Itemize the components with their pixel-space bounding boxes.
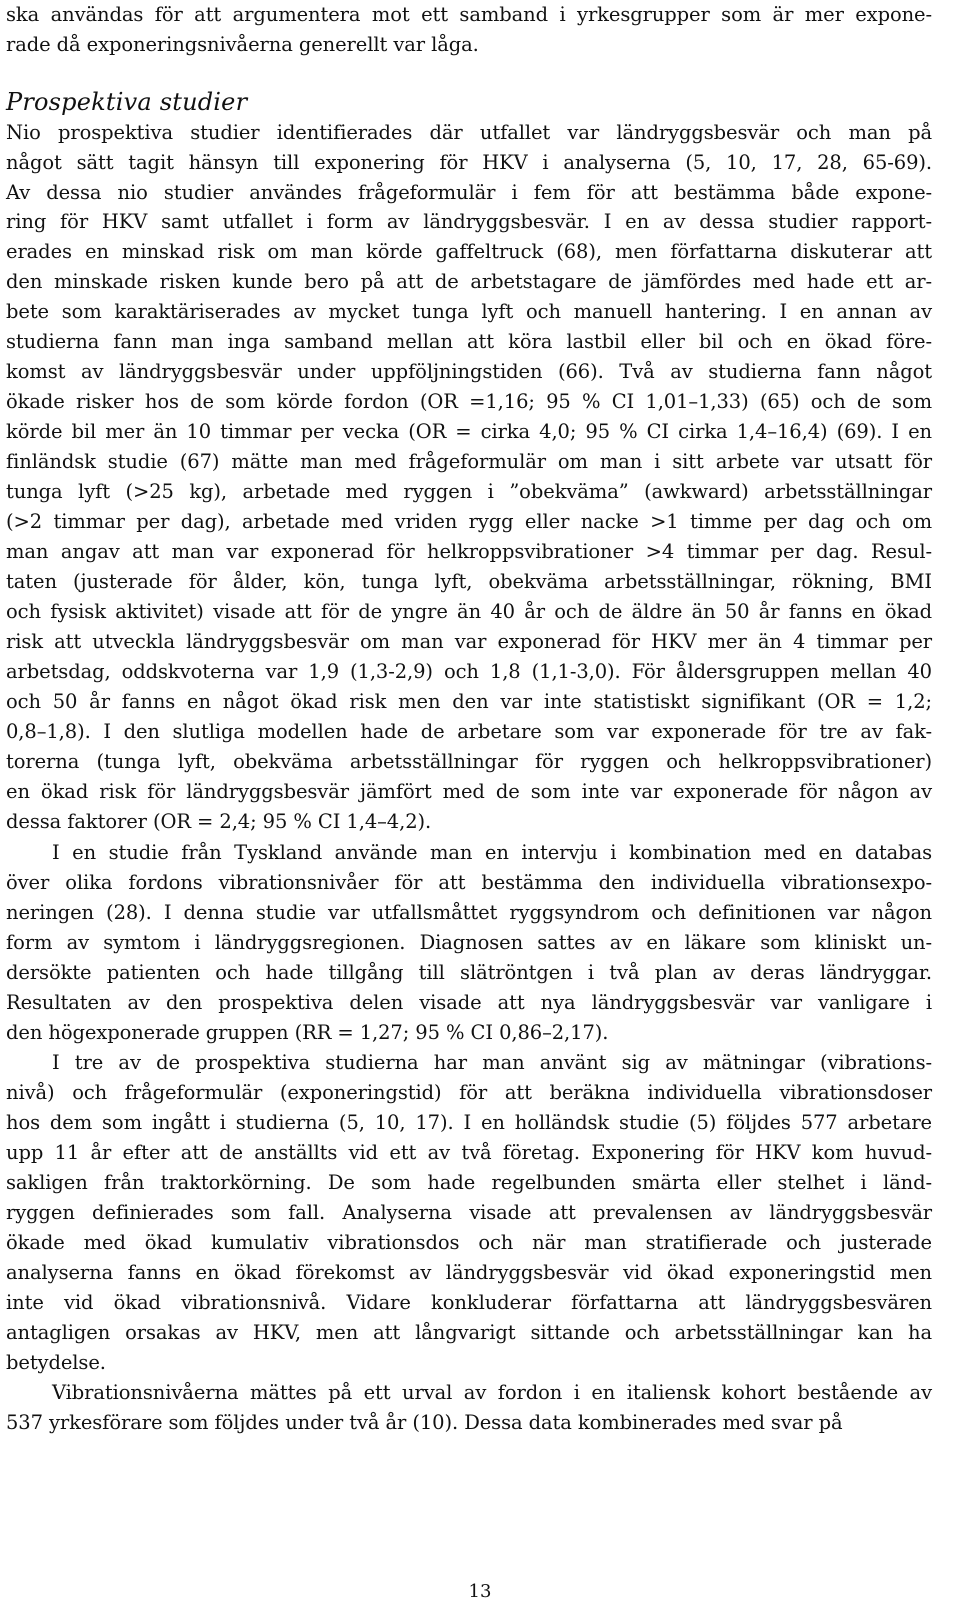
- paragraph-line: Vibrationsnivåerna mättes på ett urval av fordon i en italiensk kohort bestående av: [52, 1381, 932, 1404]
- paragraph-line: den högexponerade gruppen (RR = 1,27; 95 % CI 0,86–2,17).: [6, 1021, 609, 1044]
- paragraph-line: taten (justerade för ålder, kön, tunga lyft, obekväma arbetsställningar, rökning, BMI: [6, 570, 932, 593]
- paragraph-line: antagligen orsakas av HKV, men att långvarigt sittande och arbetsställningar kan ha: [6, 1321, 932, 1344]
- paragraph-line: arbetsdag, oddskvoterna var 1,9 (1,3-2,9) och 1,8 (1,1-3,0). För åldersgruppen mellan 40: [6, 660, 932, 683]
- paragraph-line: Resultaten av den prospektiva delen visade att nya ländryggsbesvär var vanligare i: [6, 991, 932, 1014]
- paragraph-line: dersökte patienten och hade tillgång till slätröntgen i två plan av deras ländryggar.: [6, 961, 932, 984]
- paragraph-line: 537 yrkesförare som följdes under två år (10). Dessa data kombinerades med svar på: [6, 1411, 843, 1434]
- paragraph-line: torerna (tunga lyft, obekväma arbetsställningar för ryggen och helkroppsvibrationer): [6, 750, 932, 773]
- paragraph-line: ökade risker hos de som körde fordon (OR =1,16; 95 % CI 1,01–1,33) (65) och de som: [6, 390, 932, 413]
- paragraph-line: Av dessa nio studier användes frågeformulär i fem för att bestämma både expone-: [6, 181, 932, 204]
- paragraph-line: Nio prospektiva studier identifierades där utfallet var ländryggsbesvär och man på: [6, 121, 932, 144]
- paragraph-line: upp 11 år efter att de anställts vid ett av två företag. Exponering för HKV kom huvud-: [6, 1141, 932, 1164]
- paragraph-line: och fysisk aktivitet) visade att för de yngre än 40 år och de äldre än 50 år fanns en ökad: [6, 600, 932, 623]
- paragraph-line: hos dem som ingått i studierna (5, 10, 17). I en holländsk studie (5) följdes 577 arbetare: [6, 1111, 932, 1134]
- section-heading: Prospektiva studier: [6, 88, 248, 116]
- paragraph-line: analyserna fanns en ökad förekomst av ländryggsbesvär vid ökad exponeringstid men: [6, 1261, 932, 1284]
- page-number: 13: [468, 1581, 492, 1602]
- paragraph-line: 0,8–1,8). I den slutliga modellen hade de arbetare som var exponerade för tre av fak-: [6, 720, 932, 743]
- paragraph-line: ökade med ökad kumulativ vibrationsdos och när man stratifierade och justerade: [6, 1231, 932, 1254]
- paragraph-line: och 50 år fanns en något ökad risk men den var inte statistiskt signifikant (OR = 1,2;: [6, 690, 932, 713]
- paragraph-line: rade då exponeringsnivåerna generellt var låga.: [6, 33, 479, 56]
- paragraph-line: ska användas för att argumentera mot ett samband i yrkesgrupper som är mer expone-: [6, 3, 932, 26]
- paragraph-line: tunga lyft (>25 kg), arbetade med ryggen i ”obekväma” (awkward) arbetsställningar: [6, 480, 932, 503]
- paragraph-line: form av symtom i ländryggsregionen. Diagnosen sattes av en läkare som kliniskt un-: [6, 931, 932, 954]
- paragraph-line: risk att utveckla ländryggsbesvär om man var exponerad för HKV mer än 4 timmar per: [6, 630, 932, 653]
- paragraph-line: en ökad risk för ländryggsbesvär jämfört med de som inte var exponerade för någon av: [6, 780, 932, 803]
- paragraph-line: bete som karaktäriserades av mycket tunga lyft och manuell hantering. I en annan av: [6, 300, 932, 323]
- paragraph-line: ring för HKV samt utfallet i form av ländryggsbesvär. I en av dessa studier rapport-: [6, 210, 932, 233]
- paragraph-line: inte vid ökad vibrationsnivå. Vidare konkluderar författarna att ländryggsbesvären: [6, 1291, 932, 1314]
- paragraph-line: något sätt tagit hänsyn till exponering för HKV i analyserna (5, 10, 17, 28, 65-69).: [6, 151, 932, 174]
- paragraph-line: neringen (28). I denna studie var utfallsmåttet ryggsyndrom och definitionen var någon: [6, 901, 932, 924]
- paragraph-line: studierna fann man inga samband mellan att köra lastbil eller bil och en ökad före-: [6, 330, 932, 353]
- paragraph-line: erades en minskad risk om man körde gaffeltruck (68), men författarna diskuterar att: [6, 240, 932, 263]
- paragraph-line: dessa faktorer (OR = 2,4; 95 % CI 1,4–4,2).: [6, 810, 432, 833]
- paragraph-line: nivå) och frågeformulär (exponeringstid) för att beräkna individuella vibrationsdoser: [6, 1081, 932, 1104]
- paragraph-line: I en studie från Tyskland använde man en intervju i kombination med en databas: [52, 841, 932, 864]
- paragraph-line: den minskade risken kunde bero på att de arbetstagare de jämfördes med hade ett ar-: [6, 270, 932, 293]
- paragraph-line: sakligen från traktorkörning. De som hade regelbunden smärta eller stelhet i länd-: [6, 1171, 932, 1194]
- paragraph-line: betydelse.: [6, 1351, 106, 1374]
- paragraph-line: finländsk studie (67) mätte man med frågeformulär om man i sitt arbete var utsatt för: [6, 450, 932, 473]
- paragraph-line: ryggen definierades som fall. Analyserna visade att prevalensen av ländryggsbesvär: [6, 1201, 932, 1224]
- paragraph-line: man angav att man var exponerad för helkroppsvibrationer >4 timmar per dag. Resul-: [6, 540, 932, 563]
- paragraph-line: komst av ländryggsbesvär under uppföljningstiden (66). Två av studierna fann något: [6, 360, 932, 383]
- paragraph-line: över olika fordons vibrationsnivåer för att bestämma den individuella vibrationsexpo-: [6, 871, 932, 894]
- paragraph-line: (>2 timmar per dag), arbetade med vriden rygg eller nacke >1 timme per dag och om: [6, 510, 932, 533]
- paragraph-line: körde bil mer än 10 timmar per vecka (OR = cirka 4,0; 95 % CI cirka 1,4–16,4) (69). I en: [6, 420, 932, 443]
- paragraph-line: I tre av de prospektiva studierna har man använt sig av mätningar (vibrations-: [52, 1051, 932, 1074]
